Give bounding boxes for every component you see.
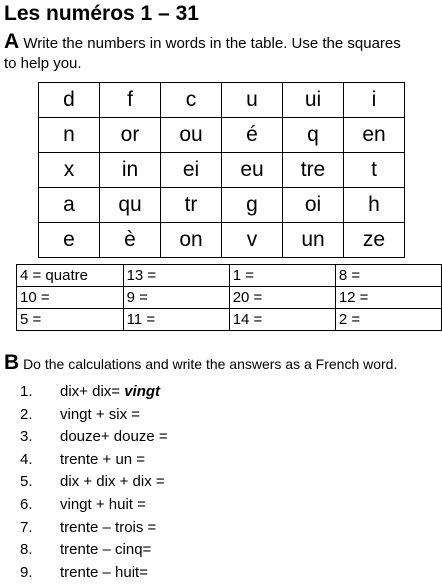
calculation-item (20, 471, 168, 494)
calculation-number: 5. (20, 473, 33, 491)
syllable-cell: q (283, 118, 344, 153)
calculation-expression: trente + un = (60, 450, 146, 468)
section-b-letter: B (4, 351, 20, 374)
syllable-cell: é (222, 118, 283, 153)
syllable-cell: ze (344, 223, 405, 258)
syllable-cell: or (100, 118, 161, 153)
syllable-cell: eu (222, 153, 283, 188)
number-cell: 9 = (123, 287, 229, 309)
calculation-number: 4. (20, 450, 33, 468)
number-cell: 2 = (335, 309, 441, 331)
calculation-number: 2. (20, 405, 33, 423)
number-cell: 1 = (229, 265, 335, 287)
syllable-cell: oi (283, 188, 344, 223)
number-cell: 12 = (335, 287, 441, 309)
calculation-item (20, 449, 168, 472)
section-b-text: Do the calculations and write the answers as a French word. (23, 356, 398, 372)
syllable-cell: d (39, 83, 100, 118)
number-row (17, 309, 442, 331)
calculation-number: 3. (20, 428, 33, 446)
number-cell: 8 = (335, 265, 441, 287)
syllable-row (39, 223, 405, 258)
number-cell: 10 = (17, 287, 124, 309)
calculation-number: 9. (20, 563, 33, 581)
syllable-cell: e (39, 223, 100, 258)
section-b-instruction (4, 353, 397, 374)
syllable-cell: ui (283, 83, 344, 118)
syllable-cell: en (344, 118, 405, 153)
number-words-table (16, 264, 442, 331)
calculation-item (20, 539, 168, 562)
calculation-expression: trente – trois = (60, 518, 157, 536)
calculation-expression: dix+ dix= (60, 383, 121, 400)
calculation-number: 8. (20, 541, 33, 559)
calculation-expression: vingt + six = (60, 405, 141, 423)
syllable-cell: t (344, 153, 405, 188)
section-a-text: Write the numbers in words in the table. Use the squares to help you. (4, 35, 401, 72)
syllable-cell: h (344, 188, 405, 223)
calculation-expression: vingt + huit = (60, 495, 146, 513)
calculation-expression: douze+ douze = (60, 428, 168, 446)
calculation-expression: dix + dix + dix = (60, 473, 165, 491)
syllable-cell: ei (161, 153, 222, 188)
section-a-letter: A (4, 30, 20, 53)
syllable-cell: c (161, 83, 222, 118)
number-row (17, 265, 442, 287)
syllable-cell: u (222, 83, 283, 118)
section-a-instruction (4, 32, 404, 74)
syllable-cell: ou (161, 118, 222, 153)
syllable-cell: f (100, 83, 161, 118)
syllable-row (39, 118, 405, 153)
syllable-cell: in (100, 153, 161, 188)
calculation-item (20, 517, 168, 540)
calculation-number: 1. (20, 383, 33, 400)
calculation-item (20, 426, 168, 449)
syllable-cell: un (283, 223, 344, 258)
number-cell: 11 = (123, 309, 229, 331)
calculation-item (20, 404, 168, 427)
syllable-cell: x (39, 153, 100, 188)
syllable-cell: tre (283, 153, 344, 188)
number-cell: 13 = (123, 265, 229, 287)
syllable-cell: è (100, 223, 161, 258)
calculation-item (20, 494, 168, 517)
syllable-cell: i (344, 83, 405, 118)
syllable-cell: on (161, 223, 222, 258)
number-cell: 20 = (229, 287, 335, 309)
number-row (17, 287, 442, 309)
calculation-number: 6. (20, 495, 33, 513)
calculation-answer: vingt (124, 383, 161, 400)
syllable-cell: g (222, 188, 283, 223)
syllable-row (39, 83, 405, 118)
calculation-item (20, 562, 168, 584)
syllable-cell: n (39, 118, 100, 153)
number-cell: 5 = (17, 309, 124, 331)
page-title: Les numéros 1 – 31 (4, 2, 199, 25)
calculation-number: 7. (20, 518, 33, 536)
number-cell: 4 = quatre (17, 265, 124, 287)
number-cell: 14 = (229, 309, 335, 331)
syllable-cell: tr (161, 188, 222, 223)
calculation-list (20, 381, 168, 584)
syllable-cell: v (222, 223, 283, 258)
syllable-cell: qu (100, 188, 161, 223)
syllable-row (39, 153, 405, 188)
calculation-expression: trente – huit= (60, 563, 148, 581)
calculation-item (20, 381, 168, 404)
syllable-row (39, 188, 405, 223)
syllable-cell: a (39, 188, 100, 223)
calculation-expression: trente – cinq= (60, 541, 152, 559)
syllable-grid (38, 82, 405, 258)
